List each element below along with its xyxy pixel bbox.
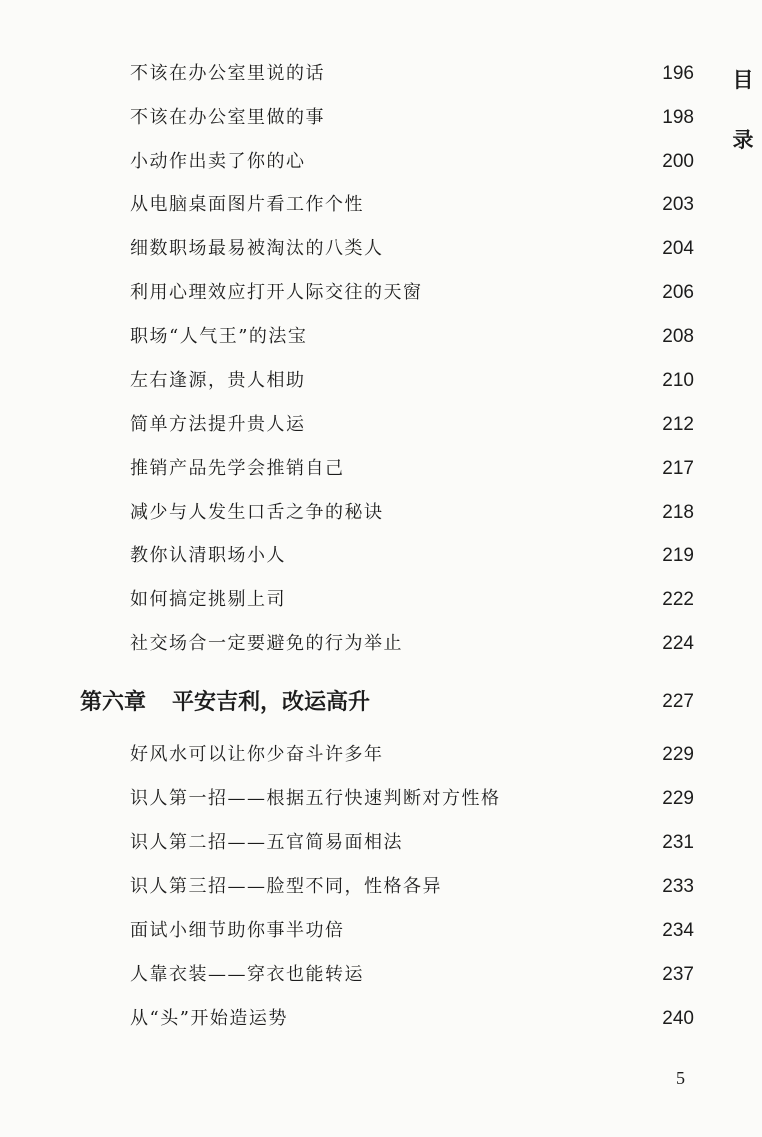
toc-entry[interactable] bbox=[130, 872, 694, 902]
dot-leader bbox=[411, 629, 655, 659]
toc-entry-page: 203 bbox=[662, 194, 694, 215]
dot-leader bbox=[314, 410, 656, 440]
toc-entry[interactable] bbox=[130, 960, 694, 990]
toc-entry[interactable] bbox=[130, 541, 694, 571]
dot-leader bbox=[314, 147, 656, 177]
toc-entry-title: 如何搞定挑剔上司 bbox=[130, 589, 286, 610]
toc-entry[interactable] bbox=[130, 366, 694, 396]
toc-entry-title: 小动作出卖了你的心 bbox=[130, 151, 306, 172]
toc-entry-page: 240 bbox=[662, 1008, 694, 1029]
toc-entry-page: 237 bbox=[662, 964, 694, 985]
toc-entry-title: 不该在办公室里做的事 bbox=[130, 107, 325, 128]
toc-entry-page: 229 bbox=[662, 744, 694, 765]
dot-leader bbox=[431, 278, 656, 308]
page-number: 5 bbox=[676, 1068, 685, 1088]
dot-leader bbox=[450, 872, 655, 902]
toc-entry-title: 人靠衣装——穿衣也能转运 bbox=[130, 964, 364, 985]
toc-entry-title: 利用心理效应打开人际交往的天窗 bbox=[130, 282, 423, 303]
toc-entry[interactable] bbox=[130, 103, 694, 133]
toc-entry-page: 200 bbox=[662, 151, 694, 172]
toc-entry[interactable] bbox=[130, 278, 694, 308]
toc-entry-page: 234 bbox=[662, 920, 694, 941]
dot-leader bbox=[509, 784, 656, 814]
dot-leader bbox=[411, 828, 655, 858]
dot-leader bbox=[378, 685, 655, 719]
toc-entry[interactable] bbox=[130, 454, 694, 484]
toc-entry-page: 218 bbox=[662, 502, 694, 523]
dot-leader bbox=[392, 498, 656, 528]
toc-entry-title: 不该在办公室里说的话 bbox=[130, 63, 325, 84]
dot-leader bbox=[333, 59, 655, 89]
toc-entry[interactable] bbox=[130, 147, 694, 177]
chapter-heading[interactable] bbox=[80, 685, 694, 719]
toc-entry-page: 224 bbox=[662, 633, 694, 654]
toc-entry-title: 从“头”开始造运势 bbox=[130, 1008, 288, 1029]
toc-entry-title: 减少与人发生口舌之争的秘诀 bbox=[130, 502, 384, 523]
toc-entry[interactable] bbox=[130, 740, 694, 770]
toc-entry-page: 212 bbox=[662, 414, 694, 435]
dot-leader bbox=[392, 234, 656, 264]
toc-entry[interactable] bbox=[130, 410, 694, 440]
toc-entry-title: 推销产品先学会推销自己 bbox=[130, 458, 345, 479]
toc-entry-page: 233 bbox=[662, 876, 694, 897]
toc-entry-title: 好风水可以让你少奋斗许多年 bbox=[130, 744, 384, 765]
toc-entry-title: 面试小细节助你事半功倍 bbox=[130, 920, 345, 941]
toc-entry-page: 219 bbox=[662, 545, 694, 566]
dot-leader bbox=[333, 103, 655, 133]
toc-entry-title: 识人第二招——五官简易面相法 bbox=[130, 832, 403, 853]
toc-entry-page: 229 bbox=[662, 788, 694, 809]
chapter-page: 227 bbox=[662, 691, 694, 712]
toc-entry[interactable] bbox=[130, 59, 694, 89]
toc-entry-page: 198 bbox=[662, 107, 694, 128]
toc-entry-title: 社交场合一定要避免的行为举止 bbox=[130, 633, 403, 654]
dot-leader bbox=[353, 454, 656, 484]
toc-entry[interactable] bbox=[130, 234, 694, 264]
toc-entry[interactable] bbox=[130, 784, 694, 814]
side-heading-char-2: 录 bbox=[732, 127, 754, 152]
toc-entry-title: 简单方法提升贵人运 bbox=[130, 414, 306, 435]
dot-leader bbox=[353, 916, 656, 946]
toc-entry-title: 职场“人气王”的法宝 bbox=[130, 326, 308, 347]
toc-entry[interactable] bbox=[130, 322, 694, 352]
dot-leader bbox=[296, 1004, 655, 1034]
toc-entry-title: 识人第三招——脸型不同，性格各异 bbox=[130, 876, 442, 897]
dot-leader bbox=[315, 322, 655, 352]
toc-entry-page: 204 bbox=[662, 238, 694, 259]
dot-leader bbox=[372, 960, 655, 990]
dot-leader bbox=[314, 366, 656, 396]
toc-entry-page: 196 bbox=[662, 63, 694, 84]
toc-entry[interactable] bbox=[130, 585, 694, 615]
toc-entry-page: 210 bbox=[662, 370, 694, 391]
toc-entry-page: 208 bbox=[662, 326, 694, 347]
toc-entry-page: 217 bbox=[662, 458, 694, 479]
toc-entry-title: 细数职场最易被淘汰的八类人 bbox=[130, 238, 384, 259]
toc-entry-title: 从电脑桌面图片看工作个性 bbox=[130, 194, 364, 215]
chapter-number: 第六章 bbox=[80, 689, 147, 715]
toc-entry[interactable] bbox=[130, 916, 694, 946]
toc-entry-title: 教你认清职场小人 bbox=[130, 545, 286, 566]
toc-entry[interactable] bbox=[130, 498, 694, 528]
dot-leader bbox=[372, 190, 655, 220]
chapter-title: 平安吉利，改运高升 bbox=[172, 689, 371, 715]
toc-entry-page: 231 bbox=[662, 832, 694, 853]
dot-leader bbox=[392, 740, 656, 770]
toc-entry[interactable] bbox=[130, 828, 694, 858]
dot-leader bbox=[294, 541, 655, 571]
toc-entry-title: 识人第一招——根据五行快速判断对方性格 bbox=[130, 788, 501, 809]
toc-entry[interactable] bbox=[130, 1004, 694, 1034]
toc-entry[interactable] bbox=[130, 629, 694, 659]
dot-leader bbox=[294, 585, 655, 615]
side-heading-char-1: 目 bbox=[732, 67, 754, 92]
toc-entry-title: 左右逢源，贵人相助 bbox=[130, 370, 306, 391]
toc-entry-page: 206 bbox=[662, 282, 694, 303]
toc-entry[interactable] bbox=[130, 190, 694, 220]
toc-entry-page: 222 bbox=[662, 589, 694, 610]
